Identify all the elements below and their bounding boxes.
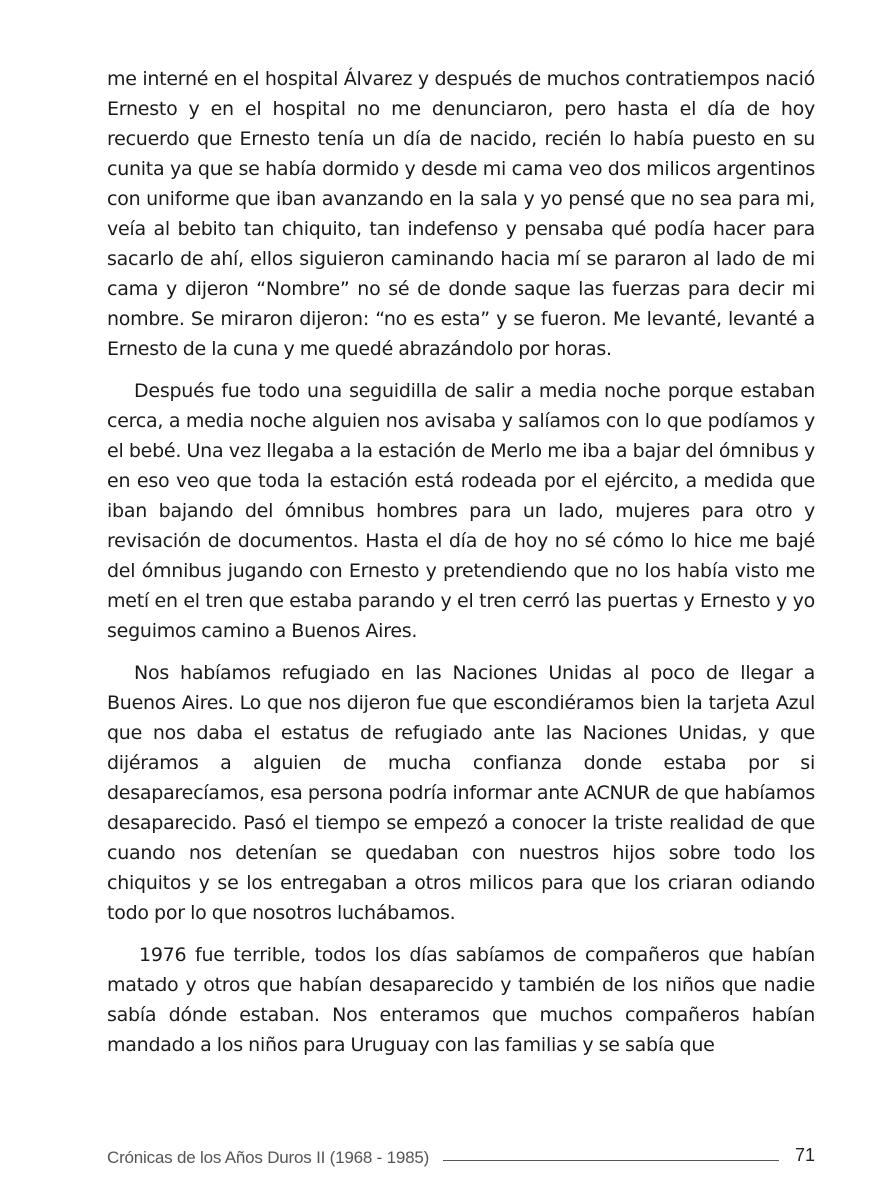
- page-number: 71: [794, 1144, 815, 1165]
- page-footer: [107, 1145, 815, 1171]
- paragraph-2: Después fue todo una seguidilla de salir a media noche porque estaban cerca, a media noche alguien nos avisaba y salíamos con lo que podíamos y el bebé. Una vez llegaba a la estación de Merlo me iba a bajar del ómnibus y en eso veo que toda la estación está rodeada por el ejército, a medida que iban bajando del ómnibus hombres para un lado, mujeres para otro y revisación de documentos. Hasta el día de hoy no sé cómo lo hice me bajé del ómnibus jugando con Ernesto y pretendiendo que no los había visto me metí en el tren que estaba parando y el tren cerró las puertas y Ernesto y yo seguimos camino a Buenos Aires.: [107, 380, 815, 642]
- footer-book-title: Crónicas de los Años Duros II (1968 - 1985): [107, 1148, 430, 1167]
- footer-rule-line: [443, 1160, 779, 1161]
- paragraph-4: 1976 fue terrible, todos los días sabíamos de compañeros que habían matado y otros que habían desaparecido y también de los niños que nadie sabía dónde estaban. Nos enteramos que muchos compañeros habían mandado a los niños para Uruguay con las familias y se sabía que: [107, 944, 815, 1056]
- page-body-text: [107, 64, 815, 1072]
- paragraph-1: me interné en el hospital Álvarez y después de muchos contratiempos nació Ernesto y en el hospital no me denunciaron, pero hasta el día de hoy recuerdo que Ernesto tenía un día de nacido, recién lo había puesto en su cunita ya que se había dormido y desde mi cama veo dos milicos argentinos con uniforme que iban avanzando en la sala y yo pensé que no sea para mi, veía al bebito tan chiquito, tan indefenso y pensaba qué podía hacer para sacarlo de ahí, ellos siguieron caminando hacia mí se pararon al lado de mi cama y dijeron “Nombre” no sé de donde saque las fuerzas para decir mi nombre. Se miraron dijeron: “no es esta” y se fueron. Me levanté, levanté a Ernesto de la cuna y me quedé abrazándolo por horas.: [107, 68, 815, 360]
- paragraph-3: Nos habíamos refugiado en las Naciones Unidas al poco de llegar a Buenos Aires. Lo que nos dijeron fue que escondiéramos bien la tarjeta Azul que nos daba el estatus de refugiado ante las Naciones Unidas, y que dijéramos a alguien de mucha confianza donde estaba por si desaparecíamos, esa persona podría informar ante ACNUR de que habíamos desaparecido. Pasó el tiempo se empezó a conocer la triste realidad de que cuando nos detenían se quedaban con nuestros hijos sobre todo los chiquitos y se los entregaban a otros milicos para que los criaran odiando todo por lo que nosotros luchábamos.: [107, 662, 815, 924]
